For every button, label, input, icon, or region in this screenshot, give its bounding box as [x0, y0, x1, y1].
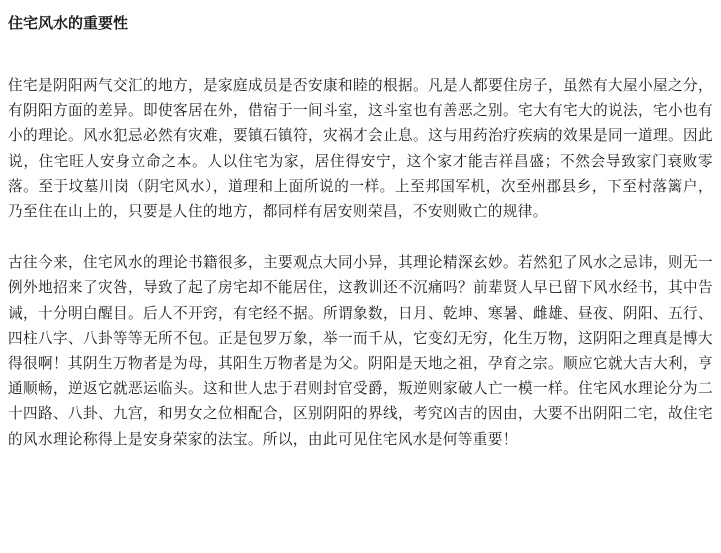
paragraph-2: 古往今来，住宅风水的理论书籍很多，主要观点大同小异，其理论精深玄妙。若然犯了风水之忌讳，则无一例外地招来了灾咎，导致了起了房宅却不能居住，这教训还不沉痛吗？前辈贤人早已留下风水经书，其中告诫，十分明白醒目。后人不开窍，有宅经不据。所谓象数，日月、乾坤、寒暑、雌雄、昼夜、阴阳、五行、四柱八字、八卦等等无所不包。正是包罗万象，举一而千从，它变幻无穷，化生万物，这阴阳之理真是博大得很啊！其阴生万物者是为母，其阳生万物者是为父。阴阳是天地之祖，孕育之宗。顺应它就大吉大利，亨通顺畅，逆返它就恶运临头。这和世人忠于君则封官受爵，叛逆则家破人亡一模一样。住宅风水理论分为二十四路、八卦、九宫，和男女之位相配合，区别阴阳的界线，考究凶吉的因由，大要不出阴阳二宅，故住宅的风水理论称得上是安身荣家的法宝。所以，由此可见住宅风水是何等重要！ — [8, 254, 713, 448]
article — [8, 0, 713, 452]
paragraph-1: 住宅是阴阳两气交汇的地方，是家庭成员是否安康和睦的根据。凡是人都要住房子，虽然有大屋小屋之分，有阴阳方面的差异。即使客居在外，借宿于一间斗室，这斗室也有善恶之别。宅大有宅大的说法，宅小也有小的理论。风水犯忌必然有灾难，要镇石镇符，灾祸才会止息。这与用药治疗疾病的效果是同一道理。因此说，住宅旺人安身立命之本。人以住宅为家，居住得安宁，这个家才能吉祥昌盛；不然会导致家门衰败零落。至于坟墓川岗（阴宅风水），道理和上面所说的一样。上至邦国军机，次至州郡县乡，下至村落篱户，乃至住在山上的，只要是人住的地方，都同样有居安则荣昌，不安则败亡的规律。 — [8, 77, 713, 221]
article-title: 住宅风水的重要性 — [8, 14, 129, 32]
